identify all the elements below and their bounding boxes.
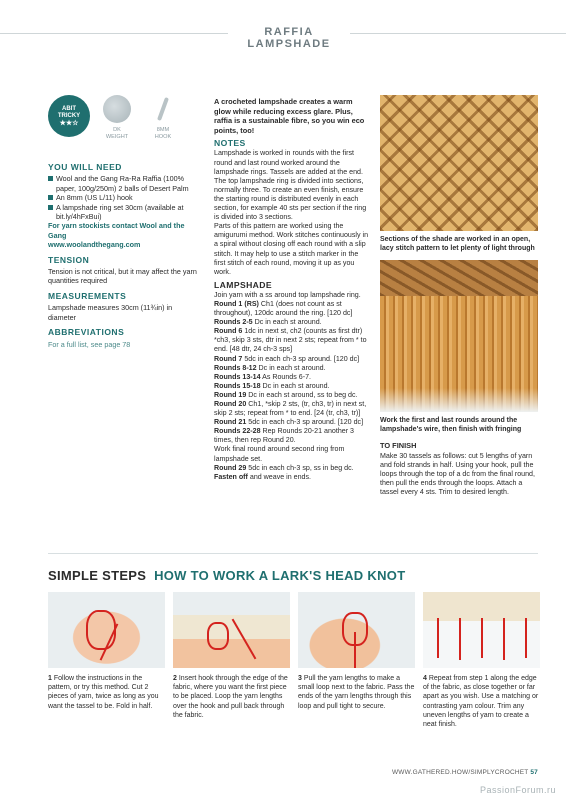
step-text xyxy=(173,674,290,720)
step-description: Repeat from step 1 along the edge of the fabric, as close together or far apart as you wish. Use a matching or contrasting yarn colour. Trim any uneven lengths of yarn to create a neat finish. xyxy=(423,675,539,729)
intro-text: A crocheted lampshade creates a warm glow while reducing excess glare. Plus, raffia is a sustainable fibre, so you win eco points, too! xyxy=(214,97,365,135)
yarn-weight-badge xyxy=(98,95,136,157)
step-description: Pull the yarn lengths to make a small loop next to the fabric. Pass the ends of the yarn lengths through this loop and pull tight to secure. xyxy=(298,675,415,710)
yarn-weight-label: DK WEIGHT xyxy=(105,127,129,140)
yarn-loop-icon xyxy=(86,610,116,650)
difficulty-badge xyxy=(48,95,90,137)
round-label: Round 19 xyxy=(214,390,247,399)
difficulty-label-top: ABIT xyxy=(62,105,76,112)
round-label: Round 20 xyxy=(214,400,247,408)
final-round-note: Work final round around second ring from lampshade set. xyxy=(214,445,345,463)
round-line xyxy=(214,400,370,418)
round-line xyxy=(214,382,370,391)
page-footer xyxy=(392,769,538,776)
round-text: 1dc in next st, ch2 (counts as first dtr) *ch3, skip 3 sts, dtr in next 2 sts; repeat from * to end. [48 dtr, 24 ch-3 sps] xyxy=(214,327,367,354)
measurements-text: Lampshade measures 30cm (11¾in) in diameter xyxy=(48,303,173,322)
watermark: PassionForum.ru xyxy=(479,785,556,795)
material-item xyxy=(48,203,198,222)
lampshade-heading: LAMPSHADE xyxy=(214,279,273,290)
header-rule-left xyxy=(0,33,228,34)
step-number: 3 xyxy=(298,675,302,682)
yarn-loop-icon xyxy=(207,622,229,650)
round-line xyxy=(214,327,370,354)
round-label: Round 1 (RS) xyxy=(214,299,259,308)
step-text xyxy=(423,674,540,729)
stockist-link[interactable]: www.woolandthegang.com xyxy=(48,240,141,250)
yarn-ball-icon xyxy=(103,95,131,123)
photo-column xyxy=(380,95,538,498)
abbreviations-heading: ABBREVIATIONS xyxy=(48,327,125,338)
round-line xyxy=(214,391,370,400)
header-rule-right xyxy=(350,33,566,34)
round-text: Dc in each st around. xyxy=(256,363,326,372)
step-card xyxy=(173,592,290,729)
difficulty-stars: ★★☆ xyxy=(59,119,79,127)
hook-size-label: 8MM HOOK xyxy=(154,127,172,140)
round-line xyxy=(214,318,370,327)
round-text: 5dc in each ch-3 sp around. [120 dc] xyxy=(242,354,360,363)
tassel-icon xyxy=(437,618,439,658)
round-label: Rounds 8-12 xyxy=(214,363,257,372)
step-number: 1 xyxy=(48,675,52,682)
material-text: An 8mm (US L/11) hook xyxy=(56,193,133,203)
round-label: Round 29 xyxy=(214,463,247,472)
step-text xyxy=(298,674,415,711)
round-text: As Rounds 6-7. xyxy=(260,372,311,381)
photo-caption: Work the first and last rounds around the lampshade's wire, then finish with fringing xyxy=(380,417,522,433)
round-line xyxy=(214,373,370,382)
footer-url[interactable]: WWW.GATHERED.HOW/SIMPLYCROCHET xyxy=(391,769,529,776)
fringe-photo xyxy=(380,260,538,412)
round-label: Rounds 15-18 xyxy=(214,381,261,390)
round-line xyxy=(214,418,370,427)
round-text: 5dc in each ch-3 sp around. [120 dc] xyxy=(246,418,364,427)
material-text: A lampshade ring set 30cm (available at bit.ly/4hFxBui) xyxy=(56,202,184,222)
simple-steps-title xyxy=(48,568,405,583)
round-line xyxy=(214,427,370,445)
measurements-heading: MEASUREMENTS xyxy=(48,290,127,301)
round-label: Rounds 2-5 xyxy=(214,318,253,327)
crochet-hook-icon xyxy=(149,95,177,123)
larks-head-knot-title: HOW TO WORK A LARK'S HEAD KNOT xyxy=(154,568,406,583)
round-line xyxy=(214,364,370,373)
round-text: Dc in each st around. xyxy=(252,318,322,327)
round-line xyxy=(214,464,370,473)
fasten-off-label: Fasten off xyxy=(214,472,248,481)
stockists-note: For yarn stockists contact Wool and the Gang xyxy=(48,221,185,240)
round-label: Rounds 13-14 xyxy=(214,372,261,381)
notes-paragraph: Lampshade is worked in rounds with the first round and last round worked around the lampshade rings. Tassels are added at the end. The top lampshade ring is divided into sections, normally three. To create an even finish, ensure the starting round is distributed evenly in each section, for example 40 sts per section if the ring is divided into 3 sections. xyxy=(214,149,367,222)
step-photo xyxy=(423,592,540,668)
round-text: Dc in each st around, ss to beg dc. xyxy=(246,390,358,399)
round-text: Ch1, *skip 2 sts, (tr, ch3, tr) in next st, skip 2 sts; repeat from * to end. [24 (tr, ch3, tr)] xyxy=(214,400,367,418)
tassel-icon xyxy=(481,618,483,658)
step-card xyxy=(423,592,540,729)
section-divider xyxy=(48,553,538,554)
skill-badges xyxy=(48,95,198,157)
sidebar-materials xyxy=(48,95,198,349)
step-photo xyxy=(298,592,415,668)
tassel-icon xyxy=(459,618,461,660)
round-label: Rounds 22-28 xyxy=(214,427,261,436)
page-title: RAFFIA LAMPSHADE xyxy=(247,26,331,50)
round-label: Round 6 xyxy=(214,327,243,336)
to-finish-text: Make 30 tassels as follows: cut 5 lengths of yarn and fold strands in half. Using your hook, pull the loops through the top of a dc from the final round, then pull the ends through the loops. Attach a tassel every 4 sts. Trim to desired length. xyxy=(380,452,535,497)
bullet-square-icon xyxy=(48,176,53,181)
step-text xyxy=(48,674,165,711)
you-will-need-heading: YOU WILL NEED xyxy=(48,162,122,172)
material-item xyxy=(48,174,198,193)
step-card xyxy=(298,592,415,729)
yarn-strand-icon xyxy=(354,632,356,668)
round-label: Round 7 xyxy=(214,354,243,363)
step-card xyxy=(48,592,165,729)
round-text: Dc in each st around. xyxy=(260,381,330,390)
step-number: 2 xyxy=(173,675,177,682)
round-line xyxy=(214,355,370,364)
round-line xyxy=(214,300,370,318)
bullet-square-icon xyxy=(48,195,53,200)
round-text: 5dc in each ch-3 sp, ss in beg dc. xyxy=(246,463,354,472)
tension-heading: TENSION xyxy=(48,254,90,265)
fasten-off-text: and weave in ends. xyxy=(247,472,312,481)
step-number: 4 xyxy=(423,675,427,682)
to-finish-heading: TO FINISH xyxy=(380,441,417,450)
to-finish-section xyxy=(380,441,538,498)
yarn-strand-icon xyxy=(232,619,257,660)
step-photo xyxy=(173,592,290,668)
steps-row xyxy=(48,592,538,729)
page-header xyxy=(0,24,566,50)
material-text: Wool and the Gang Ra-Ra Raffia (100% paper, 100g/250m) 2 balls of Desert Palm xyxy=(56,174,189,193)
round-text: Ch1 (does not count as st throughout), 120dc around the ring. [120 dc] xyxy=(214,299,353,318)
fasten-off-line xyxy=(214,473,370,482)
round-text: Rep Rounds 20-21 another 3 times, then rep Round 20. xyxy=(214,427,354,445)
step-description: Follow the instructions in the pattern, or try this method. Cut 2 pieces of yarn, twice as long as you want the tassel to be. Fold in half. xyxy=(48,675,159,710)
photo-caption: Sections of the shade are worked in an open, lacy stitch pattern to let plenty of light through xyxy=(380,236,535,252)
difficulty-label-bottom: TRICKY xyxy=(57,112,81,119)
round-label: Round 21 xyxy=(214,418,247,427)
lampshade-intro: Join yarn with a ss around top lampshade ring. xyxy=(214,290,361,299)
tassel-icon xyxy=(503,618,505,660)
page-number: 57 xyxy=(530,769,538,776)
material-item xyxy=(48,193,198,202)
simple-steps-label: SIMPLE STEPS xyxy=(48,568,147,583)
hook-size-badge xyxy=(144,95,182,157)
lacy-stitch-photo xyxy=(380,95,538,231)
step-photo xyxy=(48,592,165,668)
abbreviations-text: For a full list, see page 78 xyxy=(48,339,131,349)
bullet-square-icon xyxy=(48,205,53,210)
tassel-icon xyxy=(525,618,527,658)
notes-heading: NOTES xyxy=(214,138,246,149)
pattern-column xyxy=(214,97,370,482)
notes-paragraph: Parts of this pattern are worked using the amigurumi method. Work stitches continuously in a spiral without closing off each round with a slip stitch. It may help to use a stitch marker in the first stitch of each round, moving it up as you work. xyxy=(214,222,369,276)
tension-text: Tension is not critical, but it may affect the yarn quantities required xyxy=(48,267,197,286)
step-description: Insert hook through the edge of the fabric, where you want the first piece to be placed. Loop the yarn lengths over the hook and pull back through the fabric. xyxy=(173,675,288,719)
